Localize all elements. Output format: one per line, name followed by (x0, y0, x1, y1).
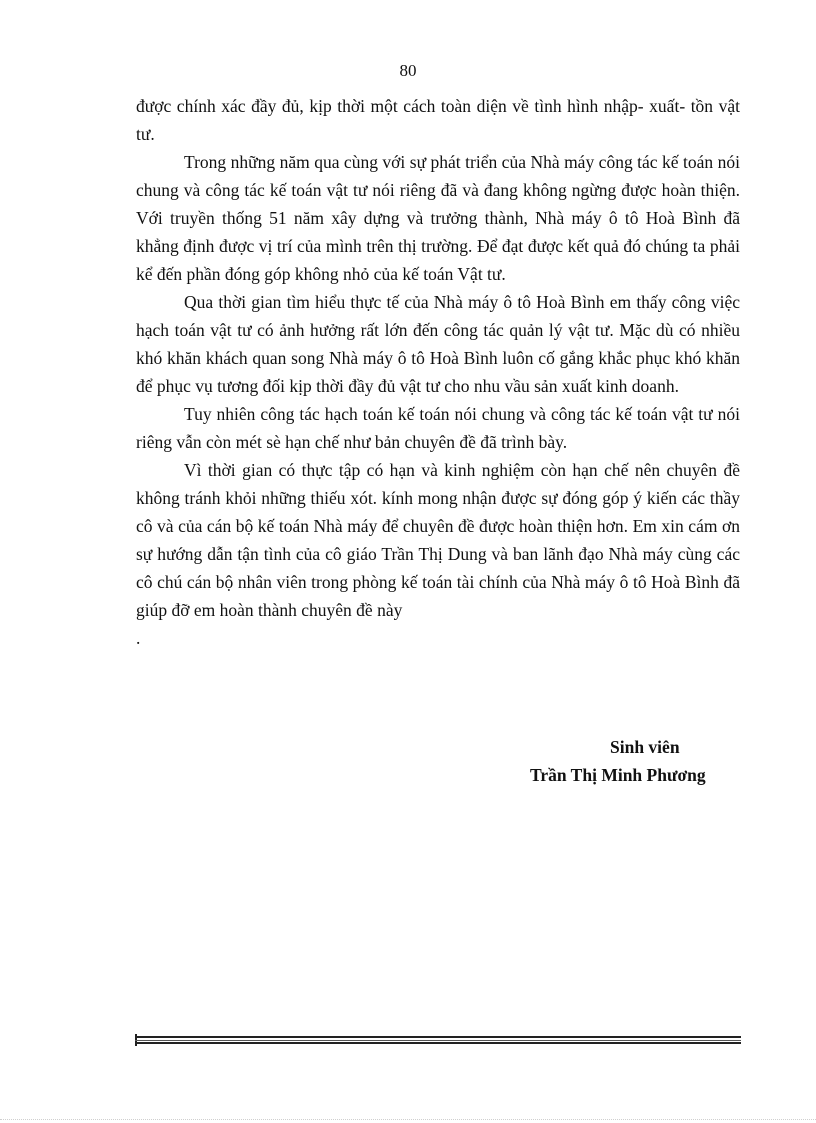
footer-rule-line-bottom (135, 1042, 741, 1044)
signature-block (530, 733, 730, 789)
footer-rule-line-top (135, 1036, 741, 1038)
paragraph-continuation: được chính xác đầy đủ, kịp thời một cách toàn diện về tình hình nhập- xuất- tồn vật tư. (136, 96, 740, 144)
document-body (136, 92, 740, 652)
trailing-mark: . (136, 628, 141, 648)
footer-rule-line-middle (135, 1040, 741, 1041)
paragraph-acknowledgement: Vì thời gian có thực tập có hạn và kinh nghiệm còn hạn chế nên chuyên đề không tránh khỏi những thiếu xót. kính mong nhận được sự đóng góp ý kiến các thầy cô và của cán bộ kế toán Nhà máy để chuyên đề được hoàn thiện hơn. Em xin cám ơn sự hướng dẫn tận tình của cô giáo Trần Thị Dung và ban lãnh đạo Nhà máy cùng các cô chú cán bộ nhân viên trong phòng kế toán tài chính của Nhà máy ô tô Hoà Bình đã giúp đỡ em hoàn thành chuyên đề này (136, 460, 740, 620)
paragraph-limitations: Tuy nhiên công tác hạch toán kế toán nói chung và công tác kế toán vật tư nói riêng vẫn còn mét sè hạn chế như bản chuyên đề đã trình bày. (136, 404, 740, 452)
paragraph-development: Trong những năm qua cùng với sự phát triển của Nhà máy công tác kế toán nói chung và công tác kế toán vật tư nói riêng đã và đang không ngừng được hoàn thiện. Với truyền thống 51 năm xây dựng và trưởng thành, Nhà máy ô tô Hoà Bình đã khẳng định được vị trí của mình trên thị trường. Để đạt được kết quả đó chúng ta phải kể đến phần đóng góp không nhỏ của kế toán Vật tư. (136, 152, 740, 284)
paragraph-observation: Qua thời gian tìm hiểu thực tế của Nhà máy ô tô Hoà Bình em thấy công việc hạch toán vật tư có ảnh hưởng rất lớn đến công tác quản lý vật tư. Mặc dù có nhiều khó khăn khách quan song Nhà máy ô tô Hoà Bình luôn cố gắng khắc phục khó khăn để phục vụ tương đối kịp thời đầy đủ vật tư cho nhu vầu sản xuất kinh doanh. (136, 292, 740, 396)
signature-role: Sinh viên (610, 737, 680, 757)
page-edge-divider (0, 1119, 816, 1120)
footer-rule (135, 1036, 741, 1045)
page-number: 80 (399, 61, 417, 80)
signature-name: Trần Thị Minh Phương (530, 765, 706, 785)
